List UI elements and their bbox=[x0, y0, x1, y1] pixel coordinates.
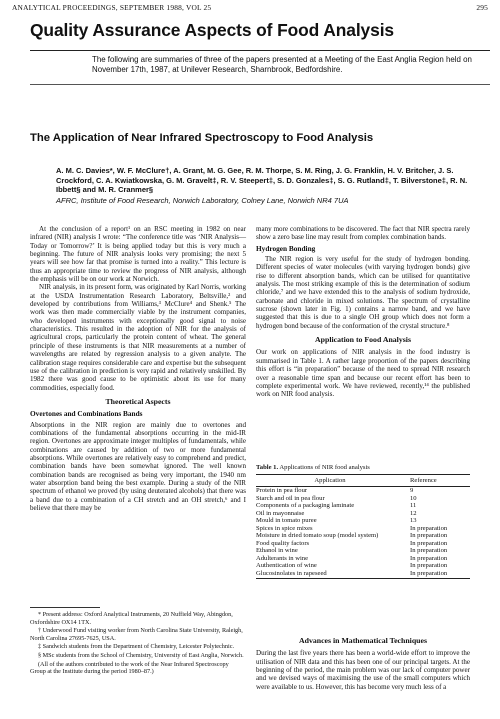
section-heading-advances: Advances in Mathematical Techniques bbox=[298, 636, 427, 645]
table-row bbox=[256, 517, 470, 525]
application-cell: Authentication of wine bbox=[256, 562, 317, 569]
table-row bbox=[256, 502, 470, 510]
subheading-overtones: Overtones and Combinations Bands bbox=[30, 409, 143, 419]
application-cell: Starch and oil in pea flour bbox=[256, 494, 325, 502]
author-list: A. M. C. Davies*, W. F. McClure†, A. Grant, M. G. Gee, R. M. Thorpe, S. M. Ring, J. G. Franklin, H. V. Britcher, J. S. Crockford, C. A. Kwiatkowska, G. M. Gravelt‡, R. V. Steepert‡, S. D. Gonzales‡, S. G. Rutland‡, T. Bilverstone‡, R. N. Ibbett§ and M. R. Cranmer§ bbox=[56, 166, 468, 195]
footnote: (All of the authors contributed to the work of the Near Infrared Spectroscopy Group at the Institute during the period 1980–87.) bbox=[30, 660, 229, 676]
footnote: § MSc students from the School of Chemistry, University of East Anglia, Norwich. bbox=[38, 651, 244, 659]
paragraph: During the last five years there has been a world-wide effort to improve the utilisation of NIR data and this has been one of our principal targets. At the beginning of the period, the main problem was our lack of computer power and we devised ways of maximising the use of the small computers which were available to us. However, this has become very much less of a bbox=[256, 649, 470, 691]
affiliation: AFRC, Institute of Food Research, Norwich Laboratory, Colney Lane, Norwich NR4 7UA bbox=[56, 196, 349, 205]
application-cell: Components of a packaging laminate bbox=[256, 502, 355, 509]
title-rule bbox=[30, 50, 490, 51]
footnote: * Present address: Oxford Analytical Instruments, 20 Nuffield Way, Abingdon, Oxfordshire OX14 1TX. bbox=[30, 611, 233, 626]
paragraph: The NIR region is very useful for the study of hydrogen bonding. Different species of water molecules (with varying hydrogen bonds) give rise to different absorption bands, which can be utilised for quantitative analysis. The most striking example of this is the determination of sodium chloride,⁷ and we have extended this to the analysis of sodium hydroxide, carbonate and chloride in mixed solutions. The spectrum of crystalline sucrose (shown later in Fig. 1) contains a narrow band, and we have suggested that this is due to a single OH group which does not form a hydrogen bond because of the conformation of the crystal structure.⁸ bbox=[256, 255, 470, 330]
paragraph: Our work on applications of NIR analysis in the food industry is summarised in Table 1. A rather large proportion of the papers describing this effort is “in preparation” because of the need to spread NIR research over a reasonable time span and because our recent effort has been to complete experimental work. We have reviewed, recently,¹⁴ the published work on NIR food analysis. bbox=[256, 348, 470, 399]
column-header-reference: Reference bbox=[404, 474, 470, 487]
table-row bbox=[256, 570, 470, 579]
table-row bbox=[256, 495, 470, 503]
table-row bbox=[256, 540, 470, 548]
applications-table bbox=[256, 474, 470, 580]
application-cell: Food quality factors bbox=[256, 539, 310, 547]
running-header bbox=[12, 3, 488, 15]
application-cell: Spices in spice mixes bbox=[256, 524, 313, 532]
table-1 bbox=[256, 464, 470, 579]
intro-text: The following are summaries of three of the papers presented at a Meeting of the East Anglia Region held on November 17th, 1987, at Unilever Research, Sharnbrook, Bedfordshire. bbox=[92, 55, 472, 75]
reference-cell: In preparation bbox=[410, 532, 448, 539]
table-row bbox=[256, 555, 470, 563]
section-heading-theoretical: Theoretical Aspects bbox=[105, 396, 171, 406]
paragraph: NIR analysis, in its present form, was originated by Karl Norris, working at the USDA Instrumentation Research Laboratory, Beltsville,² and developed by contributions from Williams,³ McClure⁴ and Shenk.⁵ The work was then made commercially viable by the instrument companies, who developed instruments with exceptionally good signal to noise characteristics. This resulted in the adoption of NIR for the analysis of agricultural crops, particularly the protein content of wheat. The general principle of these instruments is that NIR measurements at a number of wavelengths are related by regression analysis to a given analyte. The calibration stage requires considerable care and expertise but the subsequent use of the calibration in prediction is very rapid and relatively unskilled. By 1982 there was good cause to be optimistic about its use for many commodities, especially food. bbox=[30, 283, 246, 392]
application-cell: Adulterants in wine bbox=[256, 554, 309, 562]
table-row bbox=[256, 547, 470, 555]
reference-cell: In preparation bbox=[410, 539, 448, 547]
subheading-hydrogen-bonding: Hydrogen Bonding bbox=[256, 243, 316, 253]
advances-section bbox=[256, 631, 470, 691]
application-cell: Oil in mayonnaise bbox=[256, 509, 305, 517]
application-cell: Protein in pea flour bbox=[256, 487, 308, 494]
page-number: 295 bbox=[476, 3, 488, 12]
table-row bbox=[256, 562, 470, 570]
table-caption-text: Applications of NIR food analysis bbox=[279, 464, 370, 471]
table-row bbox=[256, 510, 470, 518]
journal-header: ANALYTICAL PROCEEDINGS, SEPTEMBER 1988, VOL 25 bbox=[12, 3, 212, 12]
application-cell: Ethanol in wine bbox=[256, 547, 298, 554]
reference-cell: In preparation bbox=[410, 524, 448, 532]
reference-cell: In preparation bbox=[410, 562, 448, 569]
footnote: † Underwood Fund visiting worker from North Carolina State University, Raleigh, North Carolina 27695-7625, USA. bbox=[30, 627, 243, 642]
left-column bbox=[30, 225, 246, 512]
reference-cell: 10 bbox=[410, 494, 417, 502]
column-header-application: Application bbox=[256, 474, 404, 487]
intro-rule bbox=[30, 84, 490, 85]
footnotes bbox=[30, 611, 246, 677]
table-caption bbox=[256, 464, 470, 472]
application-cell: Moisture in dried tomato soup (model system) bbox=[256, 532, 379, 539]
table-row bbox=[256, 525, 470, 533]
main-title: Quality Assurance Aspects of Food Analysis bbox=[30, 20, 395, 40]
reference-cell: In preparation bbox=[404, 570, 470, 579]
paragraph: Absorptions in the NIR region are mainly due to overtones and combinations of the fundamental absorptions occurring in the mid-IR region. Overtones are approximate integer multiples of fundamentals, while combinations are caused by addition of two or more fundamental absorptions. While overtones are relatively easy to comprehend and predict, combination bands have been somewhat ignored. The well known combination bands are recognised as being very important, the 1940 nm water absorption band being the best example. During a study of the NIR spectrum of ethanol we proved (by using deuterated alcohols) that there was a band due to a combination of a CH stretch and an OH stretch,⁶ and I believe that there may be bbox=[30, 420, 246, 512]
reference-cell: 13 bbox=[410, 517, 417, 524]
reference-cell: 12 bbox=[410, 509, 417, 517]
table-label: Table 1. bbox=[256, 464, 279, 471]
paragraph: many more combinations to be discovered. The fact that NIR spectra rarely show a zero base line may result from complex combination bands. bbox=[256, 225, 470, 242]
reference-cell: 11 bbox=[410, 502, 417, 509]
footnote-rule bbox=[30, 607, 100, 608]
application-cell: Mould in tomato puree bbox=[256, 517, 317, 524]
paper-title: The Application of Near Infrared Spectroscopy to Food Analysis bbox=[30, 132, 374, 144]
reference-cell: 9 bbox=[410, 487, 414, 494]
reference-cell: In preparation bbox=[410, 554, 448, 562]
paragraph: At the conclusion of a report¹ on an RSC meeting in 1982 on near infrared (NIR) analysis I wrote: “The conference title was ‘NIR Analysis—Today or Tomorrow?’ It is being applied today but this is very much a beginning. The future of NIR analysis looks very promising; the next 5 years will see how far that promise is turned into a reality.” This lecture is thus an appropriate time to review the progress of NIR analysis, although the emphasis will be on our work at Norwich. bbox=[30, 225, 246, 284]
table-row bbox=[256, 532, 470, 540]
section-heading-application: Application to Food Analysis bbox=[315, 335, 411, 345]
application-cell: Glucosinolates in rapeseed bbox=[256, 570, 404, 579]
footnote: ‡ Sandwich students from the Department of Chemistry, Leicester Polytechnic. bbox=[38, 643, 235, 651]
right-column bbox=[256, 225, 470, 399]
reference-cell: In preparation bbox=[410, 547, 448, 554]
table-row bbox=[256, 487, 470, 495]
